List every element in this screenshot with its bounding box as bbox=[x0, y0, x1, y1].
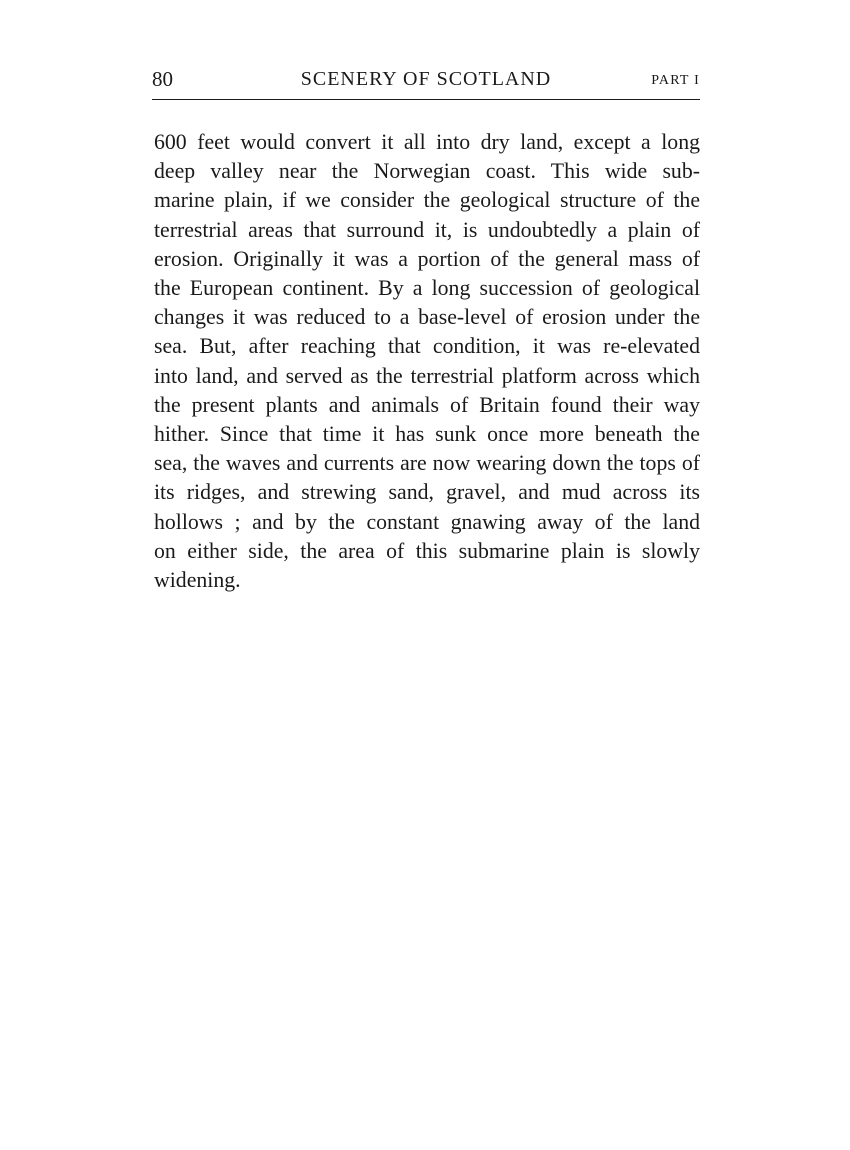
body-paragraph bbox=[154, 128, 700, 595]
text-line: on either side, the area of this submarine plain is slowly bbox=[154, 538, 700, 563]
header-rule bbox=[152, 99, 700, 100]
running-header bbox=[152, 66, 700, 92]
text-line: sea. But, after reaching that condition, it was re-elevated bbox=[154, 334, 700, 359]
page-number: 80 bbox=[152, 67, 173, 91]
text-line: 600 feet would convert it all into dry land, except a long bbox=[154, 130, 700, 154]
text-line: erosion. Originally it was a portion of the general mass of bbox=[154, 246, 700, 271]
text-line: its ridges, and strewing sand, gravel, and mud across its bbox=[154, 480, 700, 505]
text-line: changes it was reduced to a base-level of erosion under the bbox=[154, 305, 700, 330]
text-line: the present plants and animals of Britain found their way bbox=[154, 392, 700, 417]
text-line: sea, the waves and currents are now wearing down the tops of bbox=[154, 451, 700, 476]
text-line: into land, and served as the terrestrial platform across which bbox=[154, 363, 700, 388]
text-line: marine plain, if we consider the geological structure of the bbox=[154, 188, 700, 213]
text-line-last: widening. bbox=[154, 568, 241, 593]
text-line: terrestrial areas that surround it, is undoubtedly a plain of bbox=[154, 217, 700, 242]
text-line: deep valley near the Norwegian coast. This wide sub- bbox=[154, 159, 700, 184]
text-line: the European continent. By a long succession of geological bbox=[154, 276, 700, 301]
text-line: hither. Since that time it has sunk once more beneath the bbox=[154, 422, 700, 447]
part-label: PART I bbox=[651, 73, 700, 88]
text-line: hollows ; and by the constant gnawing away of the land bbox=[154, 509, 700, 534]
running-title: SCENERY OF SCOTLAND bbox=[300, 68, 552, 90]
